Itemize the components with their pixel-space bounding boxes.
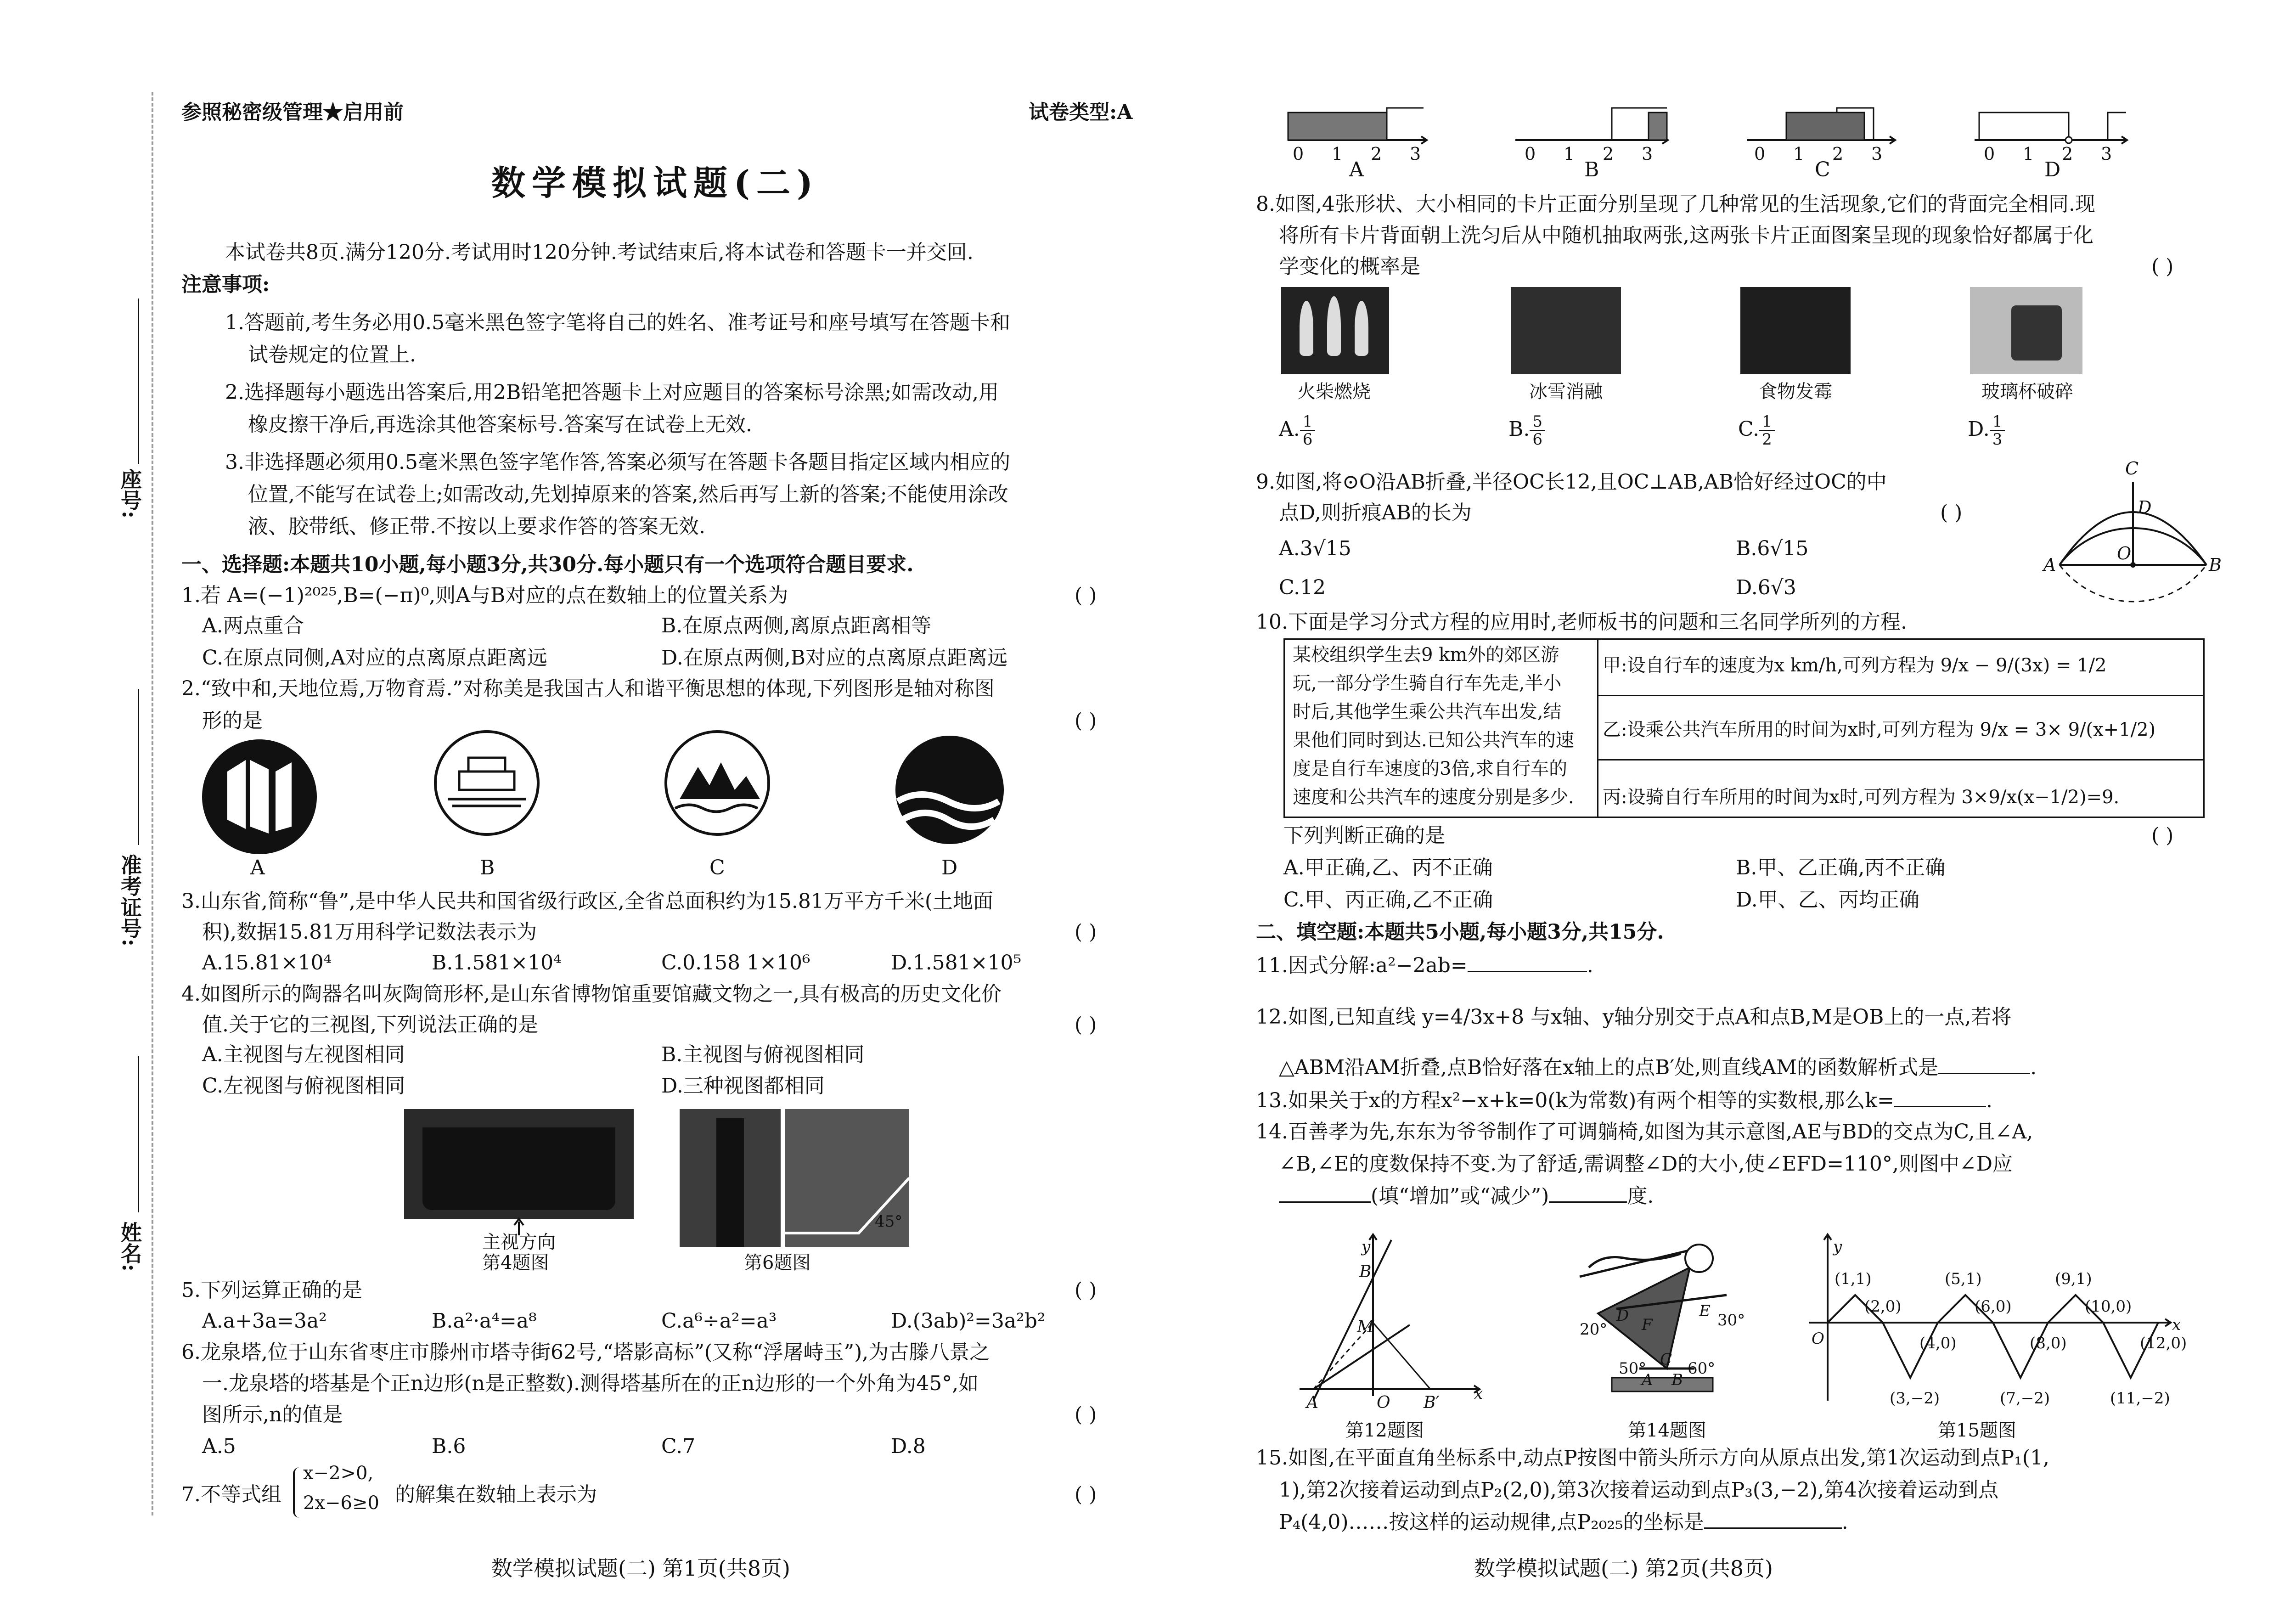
q9-point-a: A bbox=[2043, 555, 2056, 575]
q7-label-a: A bbox=[1349, 158, 1364, 181]
secret-label: 参照秘密级管理★启用前 bbox=[181, 101, 404, 124]
q6-angle-label: 45° bbox=[875, 1212, 903, 1231]
fig12-label: B bbox=[1359, 1262, 1372, 1281]
fig14-point: C bbox=[1660, 1350, 1672, 1369]
answer-paren: ( ) bbox=[2151, 824, 2174, 847]
fig15-axis-label: x bbox=[2172, 1316, 2181, 1334]
note-line: 位置,不能写在试卷上;如需改动,先划掉原来的答案,然后再写上新的答案;不能使用涂改 bbox=[248, 483, 1008, 506]
q9-option-b: B.6√15 bbox=[1736, 537, 1809, 560]
section-2-title: 二、填空题:本题共5小题,每小题3分,共15分. bbox=[1256, 920, 1664, 944]
q7-inequality-1: x−2>0, bbox=[303, 1463, 374, 1484]
fig14-angle: 60° bbox=[1688, 1359, 1716, 1378]
q10-problem-line: 玩,一部分学生骑自行车先走,半小 bbox=[1293, 673, 1562, 694]
fig12-caption: 第12题图 bbox=[1345, 1420, 1424, 1441]
q10-problem-line: 度是自行车速度的3倍,求自行车的 bbox=[1293, 758, 1568, 779]
answer-paren: ( ) bbox=[1075, 1483, 1097, 1506]
answer-paren: ( ) bbox=[2151, 255, 2174, 278]
q4-view-direction: 主视方向 bbox=[482, 1232, 556, 1253]
q10-bing: 丙:设骑自行车所用的时间为x时,可列方程为 3×9/x(x−1/2)=9. bbox=[1603, 787, 2120, 808]
q10-problem-line: 速度和公共汽车的速度分别是多少. bbox=[1293, 787, 1574, 808]
q10-yi: 乙:设乘公共汽车所用的时间为x时,可列方程为 9/x = 3× 9/(x+1/2) bbox=[1603, 719, 2156, 740]
q15-line: P₄(4,0)……按这样的运动规律,点P₂₀₂₅的坐标是 . bbox=[1279, 1506, 1848, 1538]
q6-option-d: D.8 bbox=[891, 1435, 926, 1458]
q4-option-c: C.左视图与俯视图相同 bbox=[202, 1074, 405, 1098]
q10-problem-line: 某校组织学生去9 km外的郊区游 bbox=[1293, 644, 1559, 665]
fig12-label: M bbox=[1357, 1318, 1374, 1336]
number-line-tick-label: 2 bbox=[1832, 144, 1844, 164]
q10-option-d: D.甲、乙、丙均正确 bbox=[1736, 888, 1919, 912]
fig15-point: (7,−2) bbox=[2000, 1389, 2050, 1408]
fig14-angle: 50° bbox=[1619, 1359, 1647, 1378]
name-label: 姓名: bbox=[118, 1222, 142, 1272]
fig12-label: O bbox=[1377, 1393, 1390, 1412]
page-2 bbox=[1176, 0, 2296, 1611]
view-direction-arrow-icon bbox=[0, 0, 1176, 1286]
q15-line: 15.如图,在平面直角坐标系中,动点P按图中箭头所示方向从原点出发,第1次运动到点P₁(1, bbox=[1256, 1446, 2049, 1470]
q4-stem: 值.关于它的三视图,下列说法正确的是 bbox=[202, 1013, 538, 1036]
q7-label-b: B bbox=[1584, 158, 1599, 181]
q14-line: (填“增加”或“减少”) 度. bbox=[1279, 1180, 1654, 1212]
section-1-title: 一、选择题:本题共10小题,每小题3分,共30分.每小题只有一个选项符合题目要求. bbox=[181, 553, 914, 576]
q5-option-d: D.(3ab)²=3a²b² bbox=[891, 1309, 1046, 1333]
seat-label: 座号: bbox=[118, 468, 142, 518]
q14-line: ∠B,∠E的度数保持不变.为了舒适,需调整∠D的大小,使∠EFD=110°,则图中∠D应 bbox=[1279, 1152, 2013, 1176]
fig15-point: (4,0) bbox=[1919, 1334, 1957, 1352]
q9-point-d: D bbox=[2138, 497, 2152, 518]
q2-label-b: B bbox=[480, 856, 495, 879]
q15-line: 1),第2次接着运动到点P₂(2,0),第3次接着运动到点P₃(3,−2),第4次接着运动到点 bbox=[1279, 1478, 1999, 1502]
q4-option-a: A.主视图与左视图相同 bbox=[202, 1043, 405, 1066]
q5-option-b: B.a²·a⁴=a⁸ bbox=[432, 1309, 537, 1333]
q9-stem: 9.如图,将⊙O沿AB折叠,半径OC长12,且OC⊥AB,AB恰好经过OC的中 bbox=[1256, 470, 1887, 494]
fig15-point: (10,0) bbox=[2085, 1297, 2132, 1316]
q1-option-b: B.在原点两侧,离原点距离相等 bbox=[661, 614, 932, 637]
number-line-tick-label: 0 bbox=[1525, 144, 1536, 164]
number-line-tick-label: 0 bbox=[1293, 144, 1304, 164]
q10-option-a: A.甲正确,乙、丙不正确 bbox=[1283, 856, 1493, 879]
q9-stem: 点D,则折痕AB的长为 bbox=[1279, 501, 1472, 524]
q7-label-c: C bbox=[1815, 158, 1830, 181]
q7-inequality-2: 2x−6≥0 bbox=[303, 1493, 379, 1514]
card-label: 玻璃杯破碎 bbox=[1981, 381, 2073, 402]
q4-stem: 4.如图所示的陶器名叫灰陶筒形杯,是山东省博物馆重要馆藏文物之一,具有极高的历史文化价 bbox=[181, 982, 1002, 1006]
paper-type: 试卷类型:A bbox=[1029, 101, 1133, 124]
number-line-tick-label: 2 bbox=[1371, 144, 1382, 164]
fig14-point: F bbox=[1642, 1316, 1653, 1334]
fig14-point: B bbox=[1671, 1371, 1683, 1389]
q7-label-d: D bbox=[2044, 158, 2061, 181]
page-footer: 数学模拟试题(二) 第1页(共8页) bbox=[491, 1556, 790, 1581]
q3-option-b: B.1.581×10⁴ bbox=[432, 951, 562, 974]
page-footer: 数学模拟试题(二) 第2页(共8页) bbox=[1474, 1556, 1773, 1581]
card-label: 冰雪消融 bbox=[1529, 381, 1603, 402]
fig14-caption: 第14题图 bbox=[1628, 1420, 1706, 1441]
answer-paren: ( ) bbox=[1075, 1279, 1097, 1302]
answer-paren: ( ) bbox=[1075, 1403, 1097, 1426]
q5-option-a: A.a+3a=3a² bbox=[202, 1309, 327, 1333]
q10-problem-line: 时后,其他学生乘公共汽车出发,结 bbox=[1293, 701, 1562, 722]
q4-figure-caption: 第4题图 bbox=[482, 1252, 549, 1273]
q6-stem: 图所示,n的值是 bbox=[202, 1403, 343, 1426]
answer-blank bbox=[1704, 1509, 1842, 1529]
answer-paren: ( ) bbox=[1075, 920, 1097, 944]
card-label: 火柴燃烧 bbox=[1297, 381, 1371, 402]
q6-option-b: B.6 bbox=[432, 1435, 466, 1458]
q1-option-c: C.在原点同侧,A对应的点离原点距离远 bbox=[202, 646, 547, 670]
q6-option-c: C.7 bbox=[661, 1435, 696, 1458]
answer-paren: ( ) bbox=[1075, 709, 1097, 732]
fig15-point: (9,1) bbox=[2055, 1270, 2092, 1288]
note-line: 液、胶带纸、修正带.不按以上要求作答的答案无效. bbox=[248, 515, 705, 538]
fig15-point: (12,0) bbox=[2140, 1334, 2187, 1352]
note-line: 1.答题前,考生务必用0.5毫米黑色签字笔将自己的姓名、准考证号和座号填写在答题卡和 bbox=[225, 311, 1010, 334]
q8-option-a: A. $\frac{1}{6}$ bbox=[1279, 413, 1315, 448]
q13: 13.如果关于x的方程x²−x+k=0(k为常数)有两个相等的实数根,那么k= . bbox=[1256, 1085, 1992, 1117]
fig14-angle: 20° bbox=[1580, 1320, 1608, 1339]
number-line-tick-label: 3 bbox=[1642, 144, 1653, 164]
q8-option-c: C. $\frac{1}{2}$ bbox=[1738, 413, 1775, 448]
q12-line: △ABM沿AM折叠,点B恰好落在x轴上的点B′处,则直线AM的函数解析式是 . bbox=[1279, 1052, 2037, 1084]
number-line-tick-label: 2 bbox=[2062, 144, 2073, 164]
q8-option-b: B. $\frac{5}{6}$ bbox=[1508, 413, 1545, 448]
q2-stem: 形的是 bbox=[202, 709, 263, 732]
fig14-angle: 30° bbox=[1717, 1311, 1745, 1329]
number-line-tick-label: 1 bbox=[1332, 144, 1343, 164]
q10-judge: 下列判断正确的是 bbox=[1283, 824, 1445, 847]
number-line-tick-label: 1 bbox=[1564, 144, 1575, 164]
exam-id-label: 准考证号: bbox=[118, 854, 142, 946]
number-line-tick-label: 3 bbox=[1871, 144, 1883, 164]
number-line-tick-label: 1 bbox=[2023, 144, 2034, 164]
fig15-point: (1,1) bbox=[1835, 1270, 1872, 1288]
q10-stem: 10.下面是学习分式方程的应用时,老师板书的问题和三名同学所列的方程. bbox=[1256, 610, 1907, 634]
fig14-point: E bbox=[1699, 1302, 1711, 1320]
fig14-point: A bbox=[1642, 1371, 1653, 1389]
answer-paren: ( ) bbox=[1075, 1013, 1097, 1036]
answer-paren: ( ) bbox=[1940, 501, 1963, 524]
q9-option-a: A.3√15 bbox=[1279, 537, 1351, 560]
note-line: 橡皮擦干净后,再选涂其他答案标号.答案写在试卷上无效. bbox=[248, 413, 752, 436]
q2-label-d: D bbox=[941, 856, 958, 879]
q3-stem: 3.山东省,简称“鲁”,是中华人民共和国省级行政区,全省总面积约为15.81万平方千米(土地面 bbox=[181, 890, 994, 913]
fig15-zigzag bbox=[1176, 0, 2296, 1470]
q6-figure-caption: 第6题图 bbox=[744, 1252, 811, 1273]
q4-option-d: D.三种视图都相同 bbox=[661, 1074, 825, 1098]
q9-option-c: C.12 bbox=[1279, 576, 1326, 599]
q10-problem-line: 果他们同时到达.已知公共汽车的速 bbox=[1293, 730, 1574, 751]
fig15-point: (8,0) bbox=[2030, 1334, 2067, 1352]
fig12-label: A bbox=[1306, 1393, 1318, 1412]
fig15-axis-label: O bbox=[1812, 1329, 1824, 1348]
card-label: 食物发霉 bbox=[1759, 381, 1832, 402]
q5-option-c: C.a⁶÷a²=a³ bbox=[661, 1309, 777, 1333]
q1-option-d: D.在原点两侧,B对应的点离原点距离远 bbox=[661, 646, 1008, 670]
note-line: 试卷规定的位置上. bbox=[248, 343, 416, 366]
page-title: 数学模拟试题(二) bbox=[491, 163, 820, 203]
q7-stem: 7.不等式组 bbox=[181, 1483, 281, 1506]
q9-point-o: O bbox=[2117, 543, 2132, 563]
intro-text: 本试卷共8页.满分120分.考试用时120分钟.考试结束后,将本试卷和答题卡一并交回. bbox=[225, 241, 974, 264]
q6-option-a: A.5 bbox=[202, 1435, 236, 1458]
q6-stem: 一.龙泉塔的塔基是个正n边形(n是正整数).测得塔基所在的正n边形的一个外角为45°,如 bbox=[202, 1372, 979, 1395]
q3-option-c: C.0.158 1×10⁶ bbox=[661, 951, 810, 974]
q7-stem: 的解集在数轴上表示为 bbox=[395, 1483, 597, 1506]
number-line-tick-label: 0 bbox=[1754, 144, 1766, 164]
answer-paren: ( ) bbox=[1075, 584, 1097, 607]
q12-line: 12.如图,已知直线 y=4/3x+8 与x轴、y轴分别交于点A和点B,M是OB上的一点,若将 bbox=[1256, 1005, 2012, 1029]
fig12-label: y bbox=[1362, 1238, 1371, 1256]
number-line-tick-label: 1 bbox=[1793, 144, 1805, 164]
number-line-tick-label: 2 bbox=[1603, 144, 1614, 164]
fig14-point: D bbox=[1616, 1307, 1629, 1325]
fig15-point: (3,−2) bbox=[1890, 1389, 1940, 1408]
q10-option-b: B.甲、乙正确,丙不正确 bbox=[1736, 856, 1946, 879]
q9-point-c: C bbox=[2125, 458, 2139, 479]
q2-stem: 2.“致中和,天地位焉,万物育焉.”对称美是我国古人和谐平衡思想的体现,下列图形是轴对称图 bbox=[181, 677, 995, 700]
q10-option-c: C.甲、丙正确,乙不正确 bbox=[1283, 888, 1493, 912]
q2-label-c: C bbox=[709, 856, 725, 879]
fig15-point: (11,−2) bbox=[2110, 1389, 2170, 1408]
number-line-tick-label: 0 bbox=[1984, 144, 1995, 164]
q14-line: 14.百善孝为先,东东为爷爷制作了可调躺椅,如图为其示意图,AE与BD的交点为C,且∠A, bbox=[1256, 1120, 2033, 1143]
fig15-point: (6,0) bbox=[1975, 1297, 2012, 1316]
number-line-tick-label: 3 bbox=[1410, 144, 1421, 164]
q9-point-b: B bbox=[2209, 555, 2222, 575]
q7-brace bbox=[293, 1467, 301, 1518]
q8-option-d: D. $\frac{1}{3}$ bbox=[1968, 413, 2005, 448]
q2-label-a: A bbox=[250, 856, 265, 879]
note-line: 2.选择题每小题选出答案后,用2B铅笔把答题卡上对应题目的答案标号涂黑;如需改动,用 bbox=[225, 381, 999, 404]
q10-jia: 甲:设自行车的速度为x km/h,可列方程为 9/x − 9/(3x) = 1/2 bbox=[1603, 655, 2107, 676]
q5-stem: 5.下列运算正确的是 bbox=[181, 1279, 362, 1302]
fig15-point: (2,0) bbox=[1864, 1297, 1902, 1316]
q1-stem: 1.若 A=(−1)²⁰²⁵,B=(−π)⁰,则A与B对应的点在数轴上的位置关系为 bbox=[181, 584, 788, 607]
fig12-label: x bbox=[1474, 1385, 1483, 1403]
q3-option-d: D.1.581×10⁵ bbox=[891, 951, 1022, 974]
q8-stem: 学变化的概率是 bbox=[1279, 255, 1420, 278]
q9-option-d: D.6√3 bbox=[1736, 576, 1796, 599]
q3-stem: 积),数据15.81万用科学记数法表示为 bbox=[202, 920, 537, 944]
note-line: 3.非选择题必须用0.5毫米黑色签字笔作答,答案必须写在答题卡各题目指定区域内相应的 bbox=[225, 451, 1010, 474]
q8-stem: 将所有卡片背面朝上洗匀后从中随机抽取两张,这两张卡片正面图案呈现的现象恰好都属于化 bbox=[1279, 224, 2093, 247]
number-line-tick-label: 3 bbox=[2101, 144, 2112, 164]
q3-option-a: A.15.81×10⁴ bbox=[202, 951, 332, 974]
q11: 11.因式分解:a²−2ab= . bbox=[1256, 950, 1593, 982]
tower-photo bbox=[680, 1109, 781, 1247]
q6-stem: 6.龙泉塔,位于山东省枣庄市滕州市塔寺街62号,“塔影高标”(又称“浮屠峙玉”),为古滕八景之 bbox=[181, 1341, 990, 1364]
fig15-caption: 第15题图 bbox=[1938, 1420, 2016, 1441]
q8-stem: 8.如图,4张形状、大小相同的卡片正面分别呈现了几种常见的生活现象,它们的背面完全相同.现 bbox=[1256, 192, 2095, 216]
fig15-axis-label: y bbox=[1833, 1238, 1842, 1256]
fig15-point: (5,1) bbox=[1945, 1270, 1982, 1288]
fig12-label: B′ bbox=[1424, 1393, 1440, 1412]
q4-option-b: B.主视图与俯视图相同 bbox=[661, 1043, 865, 1066]
q1-option-a: A.两点重合 bbox=[202, 614, 304, 637]
notes-title: 注意事项: bbox=[181, 273, 270, 296]
